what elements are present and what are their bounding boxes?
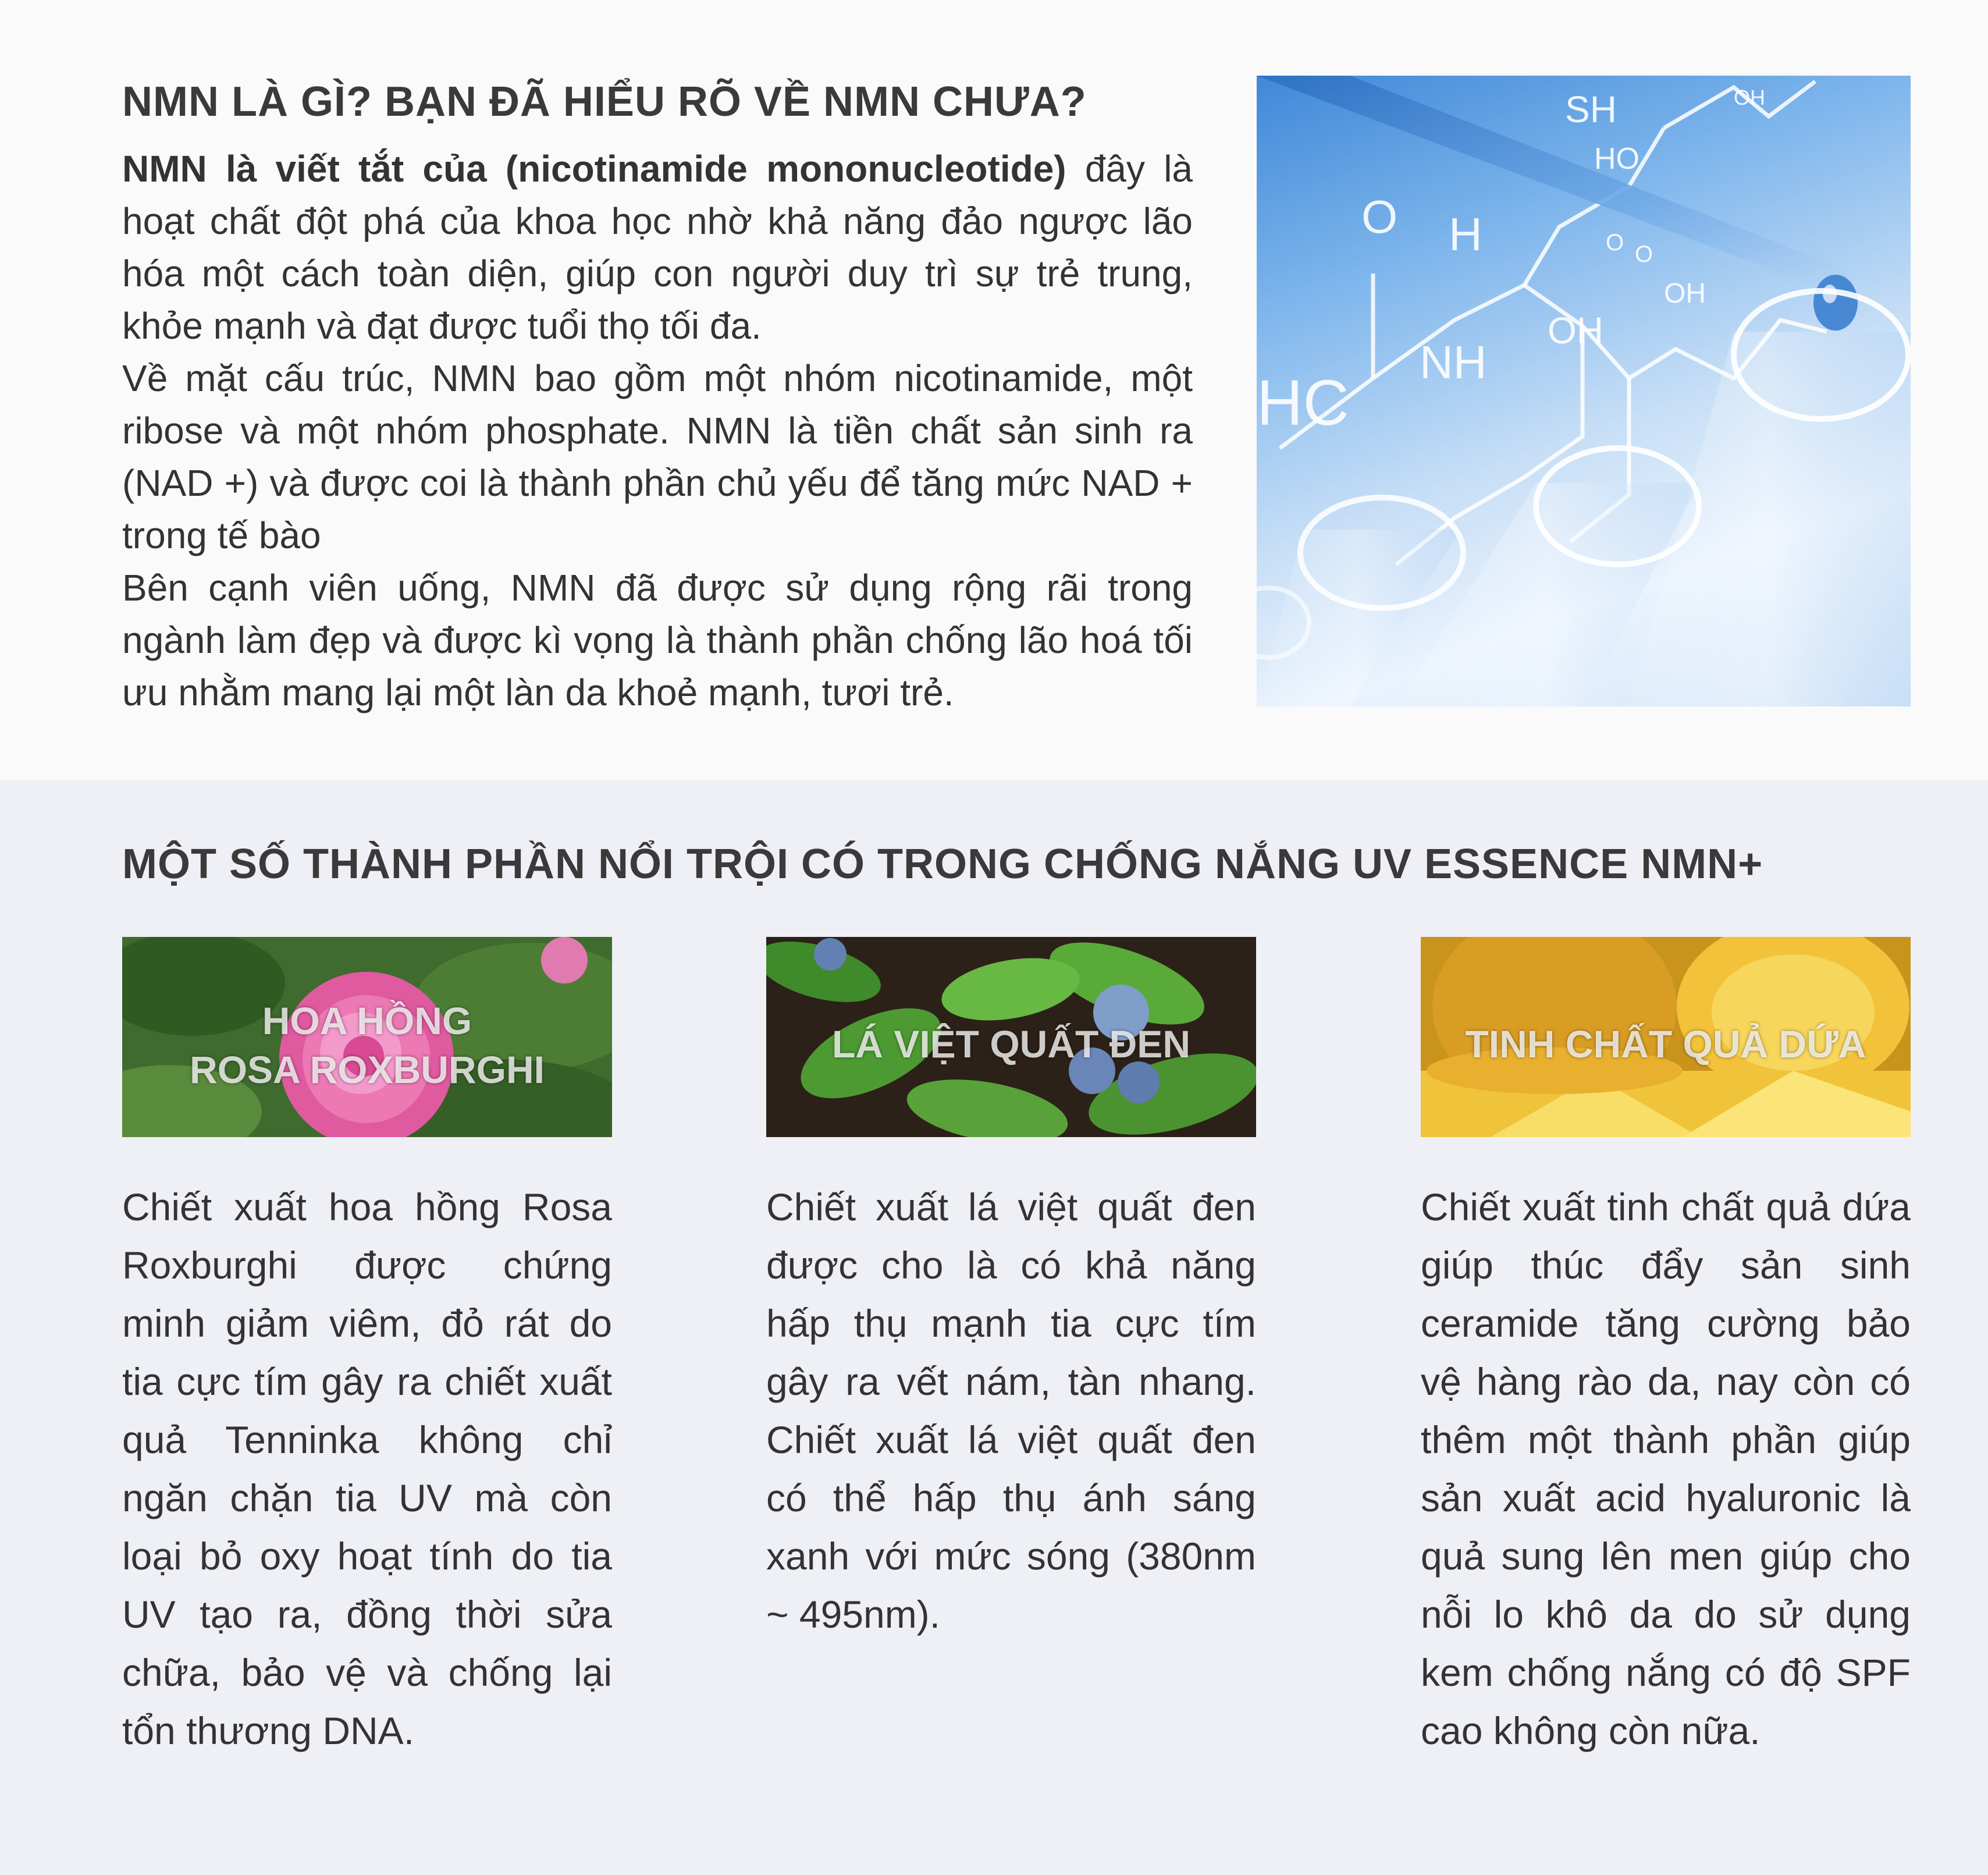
blueberry-description: Chiết xuất lá việt quất đen được cho là có khả năng hấp thụ mạnh tia cực tím gây ra vết nám, tàn nhang. Chiết xuất lá việt quất đen có thể hấp thụ ánh sáng xanh với mức sóng (380nm ~ 495nm). [766,1185,1256,1636]
molecule-label: HO [1594,142,1640,176]
nmn-description [122,143,1193,719]
ingredients-section-title: MỘT SỐ THÀNH PHẦN NỔI TRỘI CÓ TRONG CHỐNG NẮNG UV ESSENCE NMN+ [122,841,1763,887]
blueberry-image [766,937,1256,1137]
molecule-label: HC [1257,367,1349,439]
molecule-label: O [1635,242,1653,267]
ingredient-card-rose [122,937,612,1760]
lab-illustration [1257,76,1911,706]
nmn-paragraph-1 [122,143,1193,352]
nmn-section [0,0,1988,780]
nmn-paragraph-3: Bên cạnh viên uống, NMN đã được sử dụng rộng rãi trong ngành làm đẹp và được kì vọng là thành phần chống lão hoá tối ưu nhằm mang lại một làn da khoẻ mạnh, tươi trẻ. [122,567,1193,713]
lab-test-tubes-image [1257,76,1911,706]
nmn-paragraph-2: Về mặt cấu trúc, NMN bao gồm một nhóm nicotinamide, một ribose và một nhóm phosphate. NMN là tiền chất sản sinh ra (NAD +) và được coi là thành phần chủ yếu để tăng mức NAD + trong tế bào [122,357,1193,556]
pineapple-description: Chiết xuất tinh chất quả dứa giúp thúc đẩy sản sinh ceramide tăng cường bảo vệ hàng rào da, nay còn có thêm một thành phần giúp sản xuất acid hyaluronic là quả sung lên men giúp cho nỗi lo khô da do sử dụng kem chống nắng có độ SPF cao không còn nữa. [1421,1185,1911,1752]
molecule-label: OH [1664,278,1706,309]
blueberry-caption: LÁ VIỆT QUẤT ĐEN [831,1022,1190,1066]
molecule-label: OH [1734,86,1765,109]
molecule-label: OH [1548,310,1603,351]
liquid-drop [1813,275,1858,331]
rose-image [122,937,612,1137]
molecule-label: O [1606,230,1624,255]
rose-caption-line2: ROSA ROXBURGHI [190,1048,545,1091]
pineapple-caption: TINH CHẤT QUẢ DỨA [1465,1022,1866,1066]
molecule-labels [1257,86,1765,439]
ingredient-card-pineapple [1421,937,1911,1760]
molecule-label: O [1361,191,1398,243]
nmn-definition-text: đây là hoạt chất đột phá của khoa học nhờ khả năng đảo ngược lão hóa một cách toàn diện, giúp con người duy trì sự trẻ trung, khỏe mạnh và đạt được tuổi thọ tối đa. [122,148,1193,347]
rose-description: Chiết xuất hoa hồng Rosa Roxburghi được chứng minh giảm viêm, đỏ rát do tia cực tím gây ra chiết xuất quả Tenninka không chỉ ngăn chặn tia UV mà còn loại bỏ oxy hoạt tính do tia UV tạo ra, đồng thời sửa chữa, bảo vệ và chống lại tổn thương DNA. [122,1185,612,1752]
pineapple-image [1421,937,1911,1137]
molecule-label: SH [1565,88,1617,130]
pipette [1257,76,1856,297]
ingredient-card-blueberry [766,937,1256,1643]
molecule-label: H [1449,208,1482,260]
nmn-definition-bold: NMN là viết tắt của (nicotinamide mononucleotide) [122,148,1066,190]
rose-caption-line1: HOA HỒNG [262,999,472,1042]
nmn-section-title: NMN LÀ GÌ? BẠN ĐÃ HIỂU RÕ VỀ NMN CHƯA? [122,79,1087,125]
molecule-label: NH [1420,336,1487,388]
